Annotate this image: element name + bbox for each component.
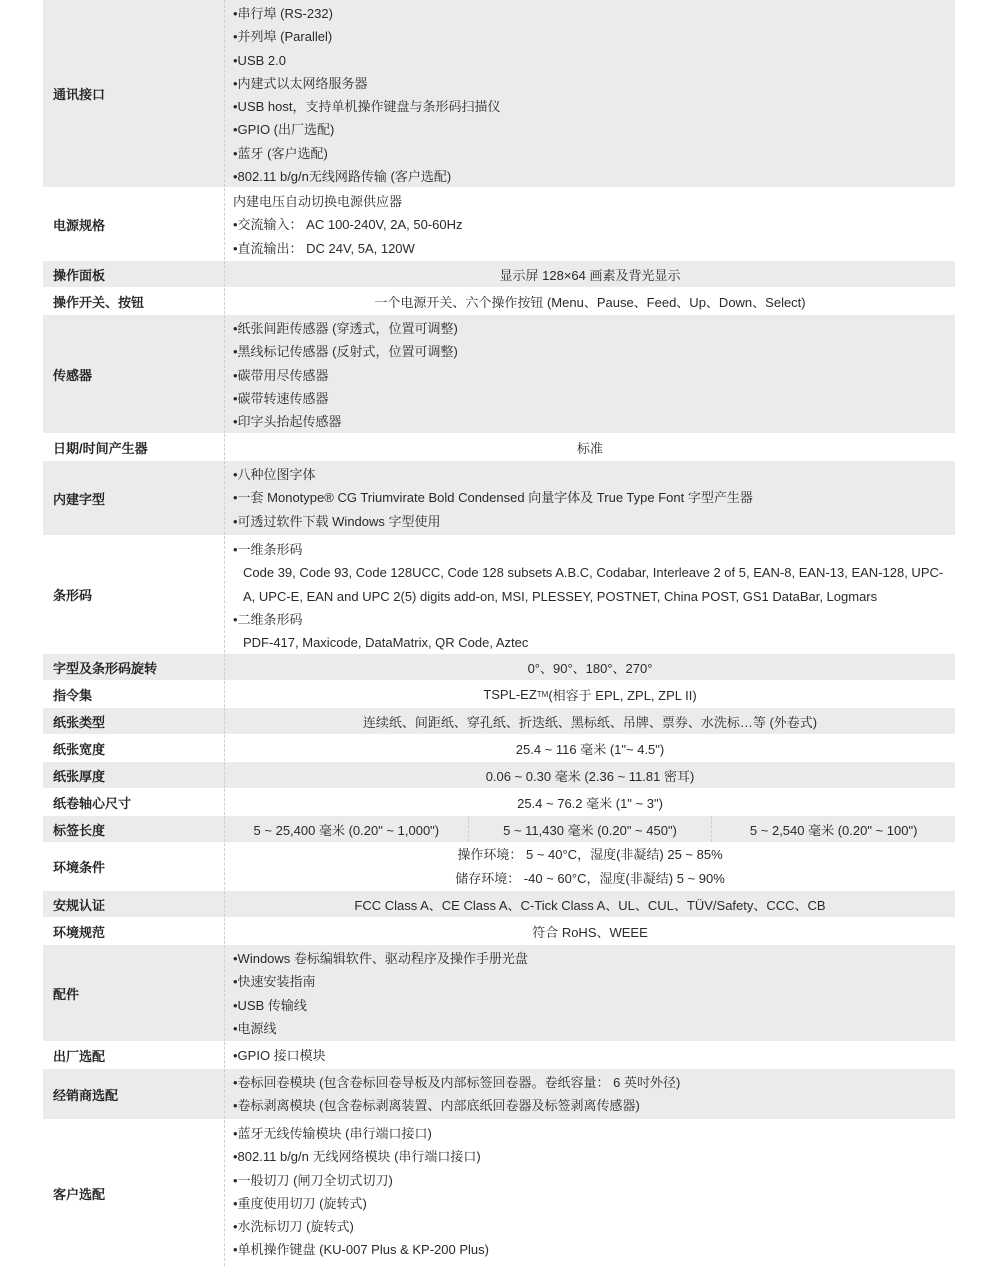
label-length-model-1: 5 ~ 25,400 毫米 (0.20" ~ 1,000") bbox=[225, 816, 469, 842]
list-item: •碳带转速传感器 bbox=[233, 390, 329, 406]
row-value bbox=[225, 461, 955, 535]
list-item: •USB 2.0 bbox=[233, 52, 286, 68]
row-label: 配件 bbox=[43, 945, 225, 1041]
spec-table bbox=[43, 0, 955, 1267]
row-value bbox=[225, 315, 955, 433]
list-item: •GPIO (出厂选配) bbox=[233, 122, 335, 138]
row-value bbox=[225, 188, 955, 260]
row-label: 操作开关、按钮 bbox=[43, 288, 225, 314]
row-value: 符合 RoHS、WEEE bbox=[532, 924, 648, 940]
row-rotation bbox=[43, 654, 955, 681]
row-fonts bbox=[43, 461, 955, 536]
list-item: •蓝牙 (客户选配) bbox=[233, 145, 328, 161]
list-item: •802.11 b/g/n无线网路传输 (客户选配) bbox=[233, 169, 452, 185]
row-cmdset bbox=[43, 681, 955, 708]
list-item: •一套 Monotype® CG Triumvirate Bold Condensed 向量字体及 True Type Font 字型产生器 bbox=[233, 490, 753, 506]
list-item: •水洗标切刀 (旋转式) bbox=[233, 1219, 354, 1235]
list-item: •快速安装指南 bbox=[233, 974, 316, 990]
row-label: 出厂选配 bbox=[43, 1042, 225, 1068]
row-value bbox=[225, 536, 955, 653]
list-item: •八种位图字体 bbox=[233, 467, 316, 482]
list-item: •直流输出： DC 24V, 5A, 120W bbox=[233, 240, 415, 256]
row-value: 25.4 ~ 116 毫米 (1"~ 4.5") bbox=[515, 741, 665, 757]
list-item: •一般切刀 (闸刀全切式切刀) bbox=[233, 1172, 393, 1188]
list-item: •串行埠 (RS-232) bbox=[233, 6, 333, 21]
row-label: 环境条件 bbox=[43, 843, 225, 890]
row-value: 0.06 ~ 0.30 毫米 (2.36 ~ 11.81 密耳) bbox=[485, 768, 695, 784]
list-item: •蓝牙无线传输模块 (串行端口接口) bbox=[233, 1126, 432, 1141]
row-core bbox=[43, 789, 955, 816]
list-item: •印字头抬起传感器 bbox=[233, 414, 342, 430]
list-item: •碳带用尽传感器 bbox=[233, 367, 329, 383]
list-item: •纸张间距传感器 (穿透式，位置可调整) bbox=[233, 321, 458, 336]
list-item: 内建电压自动切换电源供应器 bbox=[233, 194, 403, 209]
row-label: 指令集 bbox=[43, 681, 225, 707]
row-label: 操作面板 bbox=[43, 261, 225, 287]
row-env-spec bbox=[43, 918, 955, 945]
list-item: •可透过软件下载 Windows 字型使用 bbox=[233, 513, 441, 529]
row-label: 内建字型 bbox=[43, 461, 225, 535]
row-comm bbox=[43, 0, 955, 188]
cmdset-name: TSPL-EZ bbox=[483, 686, 537, 702]
row-value: 标准 bbox=[576, 440, 603, 456]
row-value bbox=[225, 0, 955, 187]
row-value: 25.4 ~ 76.2 毫米 (1" ~ 3") bbox=[517, 795, 663, 811]
list-item: •重度使用切刀 (旋转式) bbox=[233, 1195, 367, 1211]
row-value: 连续纸、间距纸、穿孔纸、折迭纸、黑标纸、吊牌、票券、水洗标…等 (外卷式) bbox=[362, 714, 818, 730]
list-item: •USB 传输线 bbox=[233, 997, 307, 1013]
list-item: •单机操作键盘 (KU-007 Plus & KP-200 Plus) bbox=[233, 1242, 489, 1258]
list-item: •Windows 卷标编辑软件、驱动程序及操作手册光盘 bbox=[233, 951, 528, 966]
row-value bbox=[225, 843, 955, 890]
row-label: 条形码 bbox=[43, 536, 225, 653]
row-label: 环境规范 bbox=[43, 918, 225, 944]
row-value bbox=[225, 1120, 955, 1266]
row-value: FCC Class A、CE Class A、C-Tick Class A、UL、CUL、TÜV/Safety、CCC、CB bbox=[354, 897, 826, 913]
row-value: 显示屏 128×64 画素及背光显示 bbox=[499, 267, 681, 283]
trademark-mark: TM bbox=[536, 689, 549, 699]
row-label: 经销商选配 bbox=[43, 1069, 225, 1119]
list-item: •802.11 b/g/n 无线网络模块 (串行端口接口) bbox=[233, 1149, 481, 1165]
row-label: 日期/时间产生器 bbox=[43, 434, 225, 460]
list-item: •电源线 bbox=[233, 1020, 277, 1036]
row-customer-option bbox=[43, 1120, 955, 1267]
row-label: 标签长度 bbox=[43, 816, 225, 842]
row-rtc bbox=[43, 434, 955, 461]
row-label: 电源规格 bbox=[43, 188, 225, 260]
row-value: 0°、90°、180°、270° bbox=[527, 660, 653, 676]
list-item: •二维条形码 bbox=[233, 611, 303, 627]
row-label: 传感器 bbox=[43, 315, 225, 433]
row-media-thickness bbox=[43, 762, 955, 789]
row-dealer-option bbox=[43, 1069, 955, 1120]
row-accessories bbox=[43, 945, 955, 1042]
row-barcode bbox=[43, 536, 955, 654]
row-label: 纸张类型 bbox=[43, 708, 225, 734]
list-item: •GPIO 接口模块 bbox=[233, 1048, 326, 1063]
row-label: 纸卷轴心尺寸 bbox=[43, 789, 225, 815]
row-value: 一个电源开关、六个操作按钮 (Menu、Pause、Feed、Up、Down、Select) bbox=[374, 294, 806, 310]
label-length-model-2: 5 ~ 11,430 毫米 (0.20" ~ 450") bbox=[469, 816, 713, 842]
row-media-type bbox=[43, 708, 955, 735]
cmdset-compat: (相容于 EPL, ZPL, ZPL II) bbox=[548, 687, 697, 703]
list-item: •卷标回卷模块 (包含卷标回卷导板及内部标签回卷器。卷纸容量： 6 英吋外径) bbox=[233, 1075, 681, 1090]
row-label: 纸张宽度 bbox=[43, 735, 225, 761]
list-item: •交流输入： AC 100-240V, 2A, 50-60Hz bbox=[233, 217, 463, 233]
row-value bbox=[225, 1069, 955, 1119]
row-factory-option bbox=[43, 1042, 955, 1069]
list-item: •黑线标记传感器 (反射式，位置可调整) bbox=[233, 344, 458, 360]
operating-env: 操作环境： 5 ~ 40°C，湿度(非凝结) 25 ~ 85% bbox=[457, 847, 723, 863]
label-length-model-3: 5 ~ 2,540 毫米 (0.20" ~ 100") bbox=[749, 822, 918, 838]
row-label: 字型及条形码旋转 bbox=[43, 654, 225, 680]
list-item: •并列埠 (Parallel) bbox=[233, 29, 333, 45]
row-label: 客户选配 bbox=[43, 1120, 225, 1266]
row-sensor bbox=[43, 315, 955, 434]
storage-env: 储存环境： -40 ~ 60°C，湿度(非凝结) 5 ~ 90% bbox=[455, 870, 725, 886]
row-label: 通讯接口 bbox=[43, 0, 225, 187]
row-panel bbox=[43, 261, 955, 288]
row-cert bbox=[43, 891, 955, 918]
row-media-width bbox=[43, 735, 955, 762]
list-item: •内建式以太网络服务器 bbox=[233, 75, 368, 91]
row-label-length bbox=[43, 816, 955, 843]
list-item: •USB host，支持单机操作键盘与条形码扫描仪 bbox=[233, 99, 501, 115]
row-environment bbox=[43, 843, 955, 891]
row-value bbox=[225, 1042, 955, 1068]
barcode-2d-list: PDF-417, Maxicode, DataMatrix, QR Code, Aztec bbox=[243, 635, 529, 651]
row-label: 纸张厚度 bbox=[43, 762, 225, 788]
row-power bbox=[43, 188, 955, 261]
list-item: •卷标剥离模块 (包含卷标剥离装置、内部底纸回卷器及标签剥离传感器) bbox=[233, 1098, 640, 1114]
row-value bbox=[225, 816, 955, 842]
barcode-1d-list: Code 39, Code 93, Code 128UCC, Code 128 subsets A.B.C, Codabar, Interleave 2 of 5, EAN-8, EAN-13, EAN-128, UPC-A, UPC-E, EAN and UPC 2(5) digits add-on, MSI, PLESSEY, POSTNET, China POST, GS1 DataBar, Logmars bbox=[243, 565, 944, 604]
row-label: 安规认证 bbox=[43, 891, 225, 917]
list-item: •一维条形码 bbox=[233, 542, 303, 557]
row-value bbox=[225, 681, 955, 707]
row-buttons bbox=[43, 288, 955, 315]
row-value bbox=[225, 945, 955, 1041]
